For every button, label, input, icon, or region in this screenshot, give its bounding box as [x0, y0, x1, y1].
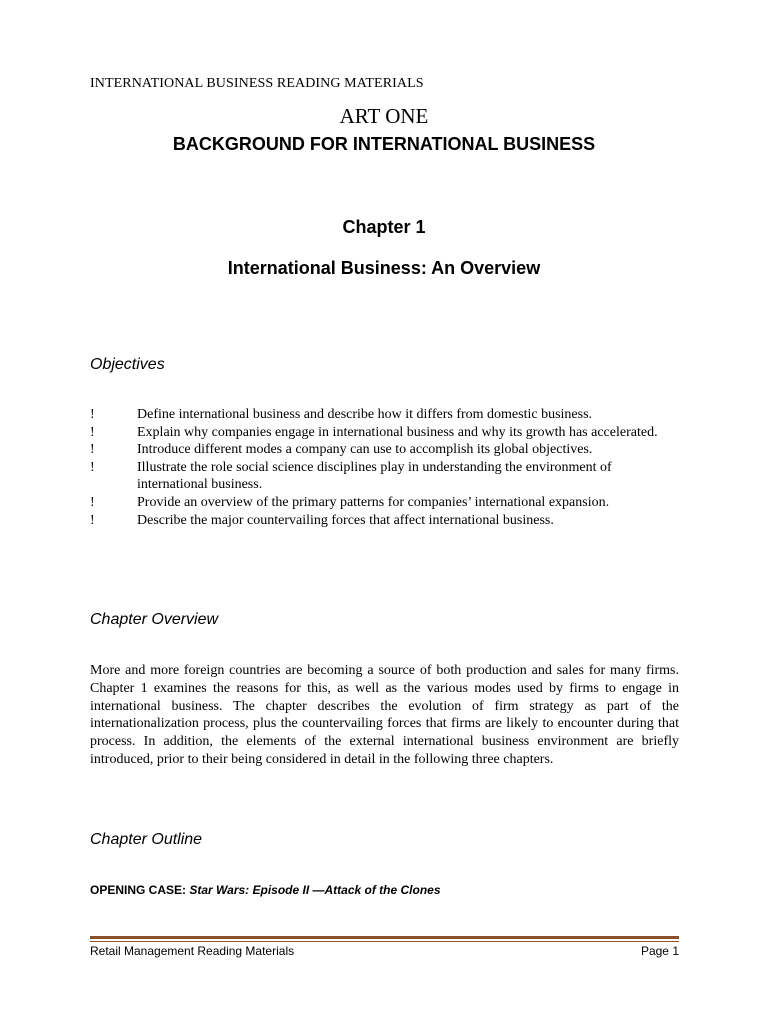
footer-text: Retail Management Reading Materials	[90, 944, 295, 958]
page-number: Page 1	[640, 944, 679, 958]
objective-item	[90, 424, 670, 442]
objectives-heading: Objectives	[90, 356, 165, 373]
objective-item	[90, 441, 670, 459]
objective-text: Explain why companies engage in international business and why its growth has accelerated.	[137, 424, 658, 440]
objective-item	[90, 406, 670, 424]
objective-item	[90, 494, 670, 512]
opening-case-label: OPENING CASE:	[90, 883, 190, 897]
opening-case-line	[90, 883, 441, 897]
course-title: INTERNATIONAL BUSINESS READING MATERIALS	[90, 76, 424, 91]
objective-text: Illustrate the role social science disciplines play in understanding the environment of international business.	[137, 459, 612, 493]
objective-item	[90, 512, 670, 530]
bullet-icon: !	[90, 442, 95, 458]
opening-case-title: Star Wars: Episode II —Attack of the Clones	[189, 883, 441, 897]
bullet-icon: !	[90, 512, 95, 528]
bullet-icon: !	[90, 424, 95, 440]
bullet-icon: !	[90, 459, 95, 475]
part-subtitle: BACKGROUND FOR INTERNATIONAL BUSINESS	[172, 134, 596, 154]
chapter-overview-heading: Chapter Overview	[90, 611, 219, 628]
chapter-outline-heading: Chapter Outline	[90, 831, 203, 848]
chapter-overview-paragraph: More and more foreign countries are becoming a source of both production and sales for many firms. Chapter 1 examines the reasons for this, as well as the various modes used by firms to engage in international business. The chapter describes the evolution of firm strategy as part of the internationalization process, plus the countervailing forces that firms are likely to encounter during that process. In addition, the elements of the external international business environment are briefly introduced, prior to their being considered in detail in the following three chapters.	[90, 663, 679, 767]
bullet-icon: !	[90, 494, 95, 510]
part-title: ART ONE	[339, 104, 429, 128]
chapter-number: Chapter 1	[342, 217, 426, 237]
objective-text: Provide an overview of the primary patterns for companies’ international expansion.	[137, 494, 610, 510]
objective-text: Define international business and describe how it differs from domestic business.	[137, 407, 593, 422]
bullet-icon: !	[90, 407, 95, 422]
chapter-title: International Business: An Overview	[227, 258, 541, 278]
objective-item	[90, 459, 670, 494]
objective-text: Introduce different modes a company can use to accomplish its global objectives.	[137, 442, 593, 458]
footer-rule-thin	[90, 941, 679, 942]
footer-rule	[90, 936, 679, 939]
objective-text: Describe the major countervailing forces that affect international business.	[137, 512, 554, 528]
objectives-list	[90, 406, 670, 529]
